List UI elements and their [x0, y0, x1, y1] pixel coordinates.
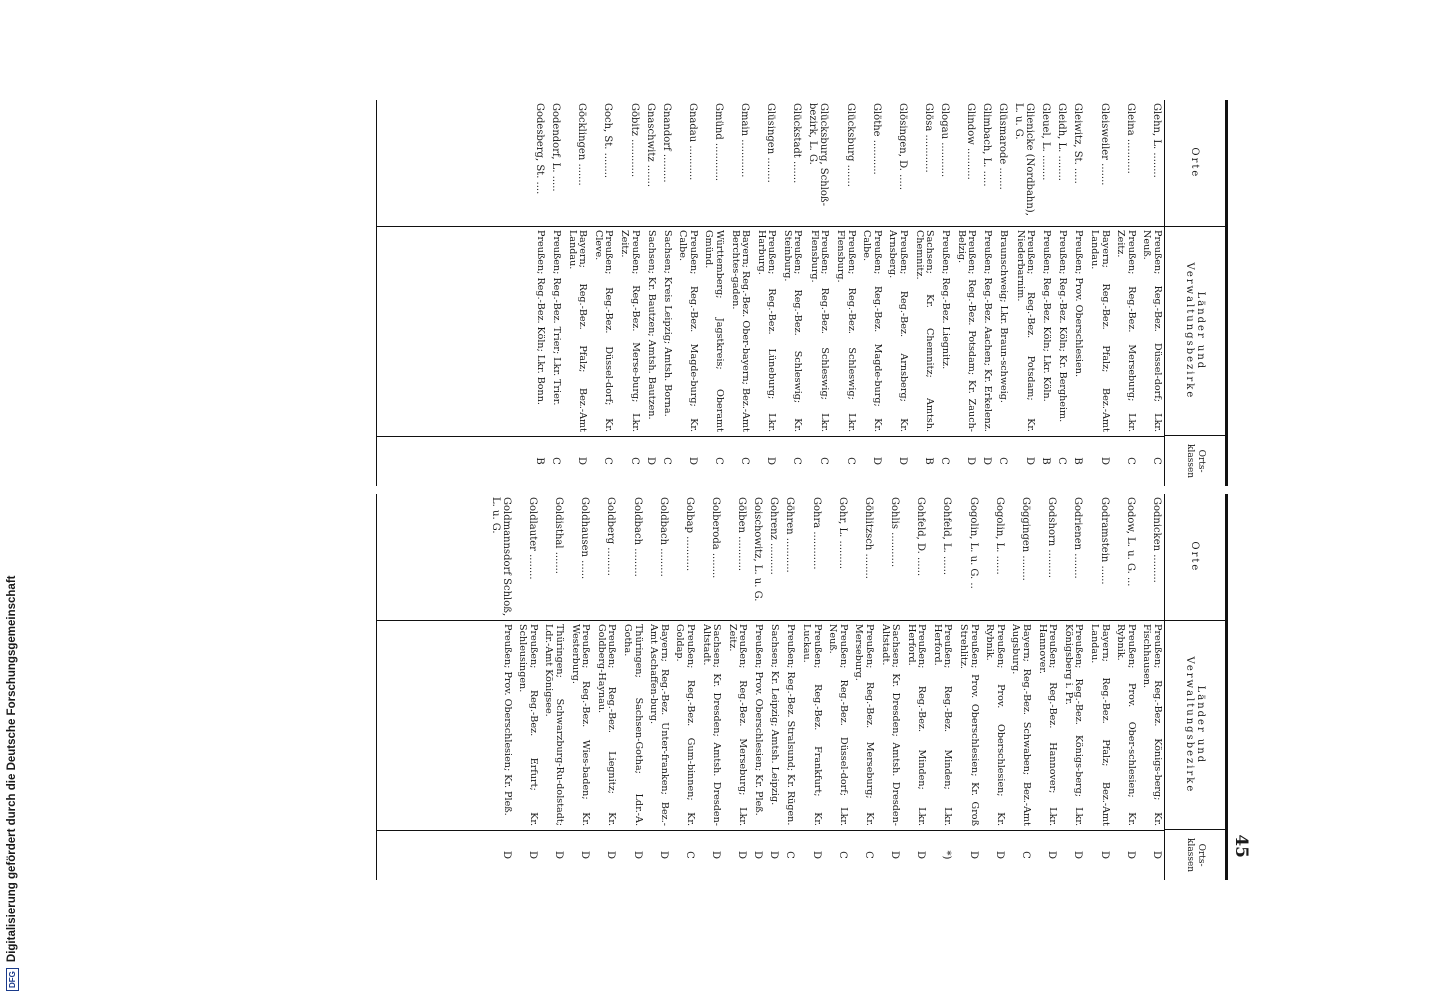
- locality-class: C: [939, 457, 951, 465]
- table-row: [752, 100, 778, 486]
- digitization-footer: [1, 11, 23, 991]
- place-name: Goldhausen ......: [579, 497, 591, 580]
- table-row: [674, 100, 700, 486]
- locality-class: C: [844, 457, 856, 465]
- column-divider: [377, 620, 1165, 621]
- place-name: Gohra ............: [810, 497, 822, 570]
- region: Preußen; Reg.-Bez. Schleswig; Lkr. Flensburg.: [808, 230, 831, 432]
- place-name: Gohfeld, D. ......: [915, 497, 927, 577]
- table-row: [726, 100, 752, 486]
- locality-class: C: [1020, 851, 1032, 859]
- region: Preußen; Reg.-Bez. Minden; Lkr. Herford.: [931, 624, 954, 826]
- place-name: Glehn, L. ........: [1151, 103, 1162, 178]
- gazetteer-page: [320, 100, 1250, 880]
- table-row: [1112, 100, 1138, 486]
- region: Preußen; Prov. Oberschlesien; Kr. Pleß.: [501, 624, 513, 816]
- region: Preußen; Reg.-Bez. Arnsberg; Kr. Arnsberg.: [887, 230, 910, 432]
- region: Preußen; Reg.-Bez. Gum-binnen; Kr. Goldap.: [674, 624, 696, 826]
- header-klassen-line1: Orts-: [1196, 449, 1206, 473]
- region: Preußen; Reg.-Bez. Merseburg; Lkr. Zeitz.: [726, 624, 749, 826]
- locality-class: D: [631, 850, 643, 860]
- region: Preußen; Reg.-Bez. Minden; Lkr. Herford.: [905, 624, 928, 826]
- locality-class: C: [836, 851, 848, 859]
- table-row: [1085, 494, 1111, 880]
- place-name: Gogolin, L. ......: [993, 497, 1005, 575]
- place-name: Gogolin, L. u. G. ..: [967, 497, 979, 589]
- header-klassen-line2: klassen: [1185, 444, 1195, 479]
- table-row: [592, 494, 618, 880]
- locality-class: D: [605, 850, 617, 860]
- table-row: [1138, 494, 1164, 880]
- locality-class: D: [579, 850, 591, 860]
- region: Preußen; Reg.-Bez. Düssel-dorf; Lkr. Neuß.: [827, 624, 849, 826]
- table-row: [1007, 494, 1033, 880]
- region: Sachsen; Kr. Leipzig; Amtsh. Leipzig.: [769, 624, 781, 806]
- place-name: Göhlitzsch ........: [862, 497, 874, 579]
- table-row: [514, 494, 540, 880]
- locality-class: D: [965, 456, 977, 466]
- region: Braunschweig; Lkr. Braun-schweig.: [998, 230, 1010, 403]
- region: Bayern; Reg.-Bez. Schwaben; Bez.-Amt Augsburg.: [1010, 624, 1033, 826]
- region: Sachsen; Kr. Bautzen; Amtsh. Bautzen.: [645, 230, 657, 420]
- place-name: Gleisweiler .......: [1098, 103, 1110, 186]
- place-name: Glückstadt .......: [791, 103, 803, 184]
- table-row: [1069, 100, 1085, 486]
- locality-class: D: [897, 456, 909, 466]
- table-row: [749, 494, 765, 880]
- place-name: Glöthe ...........: [870, 103, 882, 175]
- table-row: [671, 494, 697, 880]
- region: Preußen; Reg.-Bez. Erfurt; Kr. Schleusingen.: [517, 624, 539, 826]
- table-row: [658, 100, 674, 486]
- dfg-logo: DFG: [6, 968, 19, 991]
- table-row: [563, 100, 589, 486]
- page-number: 45: [1231, 834, 1251, 858]
- region: Preußen; Prov. Ober-schlesien; Kr. Rybnik.: [1115, 624, 1137, 826]
- table-row: [765, 494, 781, 880]
- locality-class: D: [686, 456, 698, 466]
- region: Preußen; Prov. Oberschlesien.: [1073, 230, 1085, 378]
- table-row: [566, 494, 592, 880]
- place-name: Gleina ...........: [1124, 103, 1136, 174]
- region: Preußen; Prov. Oberschlesien; Kr. Groß Strehlitz.: [958, 624, 980, 826]
- table-row: [910, 100, 936, 486]
- place-name: Göggingen ........: [1020, 497, 1032, 581]
- table-body: [487, 494, 1164, 880]
- region: Sachsen; Kreis Leipzig; Amtsh. Borna.: [661, 230, 673, 417]
- header-laender-line2: Verwaltungsbezirke: [1184, 656, 1195, 794]
- header-orte-label: Orte: [1189, 147, 1201, 179]
- place-name: Goldberg .........: [605, 497, 617, 576]
- locality-class: D: [981, 456, 993, 466]
- place-name: Goischowitz, L. u. G.: [752, 497, 764, 602]
- place-name: Gmünd ............: [712, 103, 724, 182]
- region: Preußen; Reg.-Bez. Schleswig; Lkr. Flensburg.: [835, 230, 857, 432]
- table-row: [723, 494, 749, 880]
- region: Preußen; Reg.-Bez. Köln; Kr. Bergheim.: [1057, 230, 1069, 423]
- table-row: [884, 100, 910, 486]
- table-row: [1010, 100, 1037, 486]
- table-row: [978, 100, 994, 486]
- locality-class: D: [500, 850, 512, 860]
- region: Preußen; Reg.-Bez. Wies-baden; Kr. Westerburg.: [569, 624, 592, 826]
- table-row: [618, 494, 644, 880]
- table-row: [540, 494, 566, 880]
- place-name: Godnicken .........: [1151, 497, 1162, 583]
- locality-class: C: [997, 457, 1009, 465]
- place-name: Godesberg, St. ....: [534, 103, 545, 195]
- locality-class: C: [862, 851, 874, 859]
- table-row: [642, 100, 658, 486]
- region: Preußen; Reg.-Bez. Lüneburg; Lkr. Harburg.: [755, 230, 778, 432]
- place-name: Glücksburg, Schloß-bezirk, L. G.: [807, 103, 830, 206]
- place-name: Golbap ...........: [684, 497, 695, 572]
- place-name: Göhren ...........: [784, 497, 796, 573]
- place-name: Glienicke (Nordbahn), L. u. G.: [1013, 103, 1036, 216]
- locality-class: D: [526, 850, 538, 860]
- place-name: Glogau ...........: [939, 103, 951, 178]
- place-name: Golberoda ........: [710, 497, 722, 579]
- header-laender-line1: Länder und: [1195, 291, 1206, 371]
- locality-class: D: [576, 456, 588, 466]
- region: Preußen; Reg.-Bez. Trier; Lkr. Trier.: [551, 230, 562, 406]
- place-name: Godrienen ........: [1072, 497, 1084, 579]
- region: Bayern; Reg.-Bez. Pfalz; Bez.-Amt Landau.: [566, 230, 589, 432]
- locality-class: D: [889, 850, 901, 860]
- locality-class: C: [784, 851, 796, 859]
- table-row: [850, 494, 876, 880]
- header-klassen-line1: Orts-: [1196, 843, 1206, 867]
- locality-class: D: [1024, 456, 1036, 466]
- column-divider: [377, 226, 1165, 227]
- region: Preußen; Reg.-Bez. Köln; Lkr. Köln.: [1041, 230, 1053, 402]
- table-row: [531, 100, 547, 486]
- region: Preußen; Reg.-Bez. Liegnitz; Kr. Goldberg-Haynau.: [595, 624, 618, 826]
- region: Preußen; Reg.-Bez. Merse-burg; Lkr. Zeitz.: [618, 230, 641, 432]
- table-row: [902, 494, 928, 880]
- table-row: [547, 100, 563, 486]
- locality-class: C: [602, 457, 614, 465]
- locality-class: D: [967, 850, 979, 860]
- locality-class: D: [1098, 850, 1110, 860]
- header-klassen: [1165, 436, 1225, 486]
- locality-class: D: [644, 456, 656, 466]
- region: Preußen; Reg.-Bez. Düssel-dorf; Lkr. Neuß.: [1141, 230, 1163, 432]
- place-name: Godow, L. u. G. ...: [1124, 497, 1136, 587]
- table-row: [955, 494, 981, 880]
- region: Preußen; Reg.-Bez. Düssel-dorf; Kr. Cleve.: [592, 230, 615, 432]
- region: Preußen; Prov. Oberschlesien; Kr. Rybnik.: [984, 624, 1006, 826]
- place-name: Godramstein ......: [1098, 497, 1110, 585]
- locality-class: B: [1072, 457, 1084, 465]
- header-orte: [1165, 494, 1225, 621]
- table-row: [981, 494, 1007, 880]
- locality-class: *): [941, 850, 953, 860]
- locality-class: D: [765, 456, 777, 466]
- table-row: [797, 494, 823, 880]
- place-name: Goch, St. ........: [602, 103, 614, 179]
- region: Thüringen; Schwarzburg-Ru-dolstadt; Ldr.-Amt Königsee.: [543, 624, 566, 826]
- region: Bayern; Reg.-Bez. Ober-bayern; Bez.-Amt Berchtes-gaden.: [729, 230, 752, 432]
- locality-class: C: [791, 457, 803, 465]
- locality-class: C: [1056, 457, 1068, 465]
- table-row: [645, 494, 671, 880]
- locality-class: D: [710, 850, 722, 860]
- footer-text: Digitalisierung gefördert durch die Deutsche Forschungsgemeinschaft: [6, 575, 18, 963]
- table-row: [858, 100, 884, 486]
- locality-class: D: [1098, 456, 1110, 466]
- header-laender: [1165, 227, 1225, 436]
- place-name: Gohfeld, L. ......: [941, 497, 953, 576]
- region: Bayern; Reg.-Bez. Pfalz; Bez.-Amt Landau.: [1089, 624, 1111, 826]
- header-orte-label: Orte: [1189, 541, 1201, 573]
- region: Preußen; Reg.-Bez. Schleswig; Kr. Steinburg.: [781, 230, 804, 432]
- region: Thüringen; Sachsen-Gotha; Ldr.-A. Gotha.: [622, 624, 644, 826]
- place-name: Glösa ............: [923, 103, 935, 173]
- table-row: [589, 100, 615, 486]
- place-name: Glimbach, L. .....: [981, 103, 993, 187]
- place-name: Goldmannsdorf Schloß, L. u. G.: [489, 497, 512, 617]
- place-name: Goldbach .........: [631, 497, 643, 577]
- table-left: [376, 100, 1228, 486]
- place-name: Glüsingen ........: [765, 103, 777, 183]
- place-name: Gohrenz ..........: [768, 497, 780, 575]
- region: Sachsen; Kr. Dresden; Amtsh. Dresden-Altstadt.: [700, 624, 723, 826]
- region: Preußen; Reg.-Bez. Merseburg; Kr. Merseburg.: [853, 624, 875, 826]
- table-row: [487, 494, 514, 880]
- table-row: [778, 100, 804, 486]
- table-row: [1059, 494, 1085, 880]
- locality-class: C: [660, 457, 672, 465]
- locality-class: D: [1072, 850, 1084, 860]
- locality-class: C: [628, 457, 640, 465]
- table-row: [928, 494, 954, 880]
- region: Preußen; Reg.-Bez. Königs-berg; Kr. Fischhausen.: [1141, 624, 1163, 826]
- place-name: Goldlauter ........: [526, 497, 538, 580]
- region: Sachsen; Kr. Dresden; Amtsh. Dresden-Altstadt.: [879, 624, 902, 826]
- region: Preußen; Reg.-Bez. Magde-burg; Kr. Calbe.: [861, 230, 883, 432]
- region: Preußen; Reg.-Bez. Köln; Lkr. Bonn.: [535, 230, 546, 405]
- locality-class: D: [1046, 850, 1058, 860]
- header-klassen-line2: klassen: [1185, 838, 1195, 873]
- table-row: [781, 494, 797, 880]
- table-row: [824, 494, 850, 880]
- column-divider: [377, 830, 1165, 831]
- table-row: [700, 100, 726, 486]
- header-laender-line1: Länder und: [1195, 685, 1206, 765]
- place-name: Godshorn .........: [1046, 497, 1058, 579]
- locality-class: D: [993, 850, 1005, 860]
- place-name: Gleuel, L. ........: [1040, 103, 1052, 181]
- column-divider: [377, 436, 1165, 437]
- place-name: Gnandorf .........: [660, 103, 672, 183]
- locality-class: D: [752, 850, 764, 860]
- table-row: [1037, 100, 1053, 486]
- locality-class: D: [657, 850, 669, 860]
- locality-class: C: [684, 851, 695, 859]
- place-name: Glindow ..........: [965, 103, 977, 180]
- locality-class: D: [736, 850, 748, 860]
- place-name: Glücksburg .......: [844, 103, 856, 187]
- table-row: [876, 494, 902, 880]
- region: Bayern; Reg.-Bez. Pfalz; Bez.-Amt Landau.: [1089, 230, 1111, 432]
- locality-class: C: [818, 457, 830, 465]
- table-row: [1033, 494, 1059, 880]
- header-klassen: [1165, 830, 1225, 880]
- place-name: Gnadau ...........: [686, 103, 698, 181]
- place-name: Godendorf, L. .....: [550, 103, 561, 192]
- locality-class: C: [1151, 457, 1162, 465]
- region: Bayern; Reg.-Bez. Unter-franken; Bez.-Amt Aschaffen-burg.: [648, 624, 670, 826]
- region: Preußen; Reg.-Bez. Stralsund; Kr. Rügen.: [785, 624, 797, 826]
- locality-class: D: [1151, 850, 1162, 860]
- locality-class: C: [712, 457, 724, 465]
- table-row: [994, 100, 1010, 486]
- table-header: [1164, 100, 1225, 486]
- locality-class: B: [923, 457, 935, 465]
- header-orte: [1165, 100, 1225, 227]
- place-name: Gölben ...........: [736, 497, 748, 572]
- place-name: Gleiwitz, St. .....: [1072, 103, 1084, 184]
- table-row: [952, 100, 978, 486]
- table-row: [1112, 494, 1138, 880]
- table-row: [832, 100, 858, 486]
- table-body: [531, 100, 1164, 486]
- table-right: [376, 494, 1228, 880]
- place-name: Glösingen, D. .....: [897, 103, 909, 191]
- place-name: Goldbach .........: [657, 497, 669, 577]
- locality-class: D: [870, 456, 882, 466]
- region: Württemberg; Jagstkreis; Oberamt Gmünd.: [703, 230, 725, 432]
- region: Preußen; Reg.-Bez. Hannover; Lkr. Hannover.: [1036, 624, 1059, 826]
- region: Sachsen; Kr. Chemnitz; Amtsh. Chemnitz.: [913, 230, 936, 432]
- table-row: [615, 100, 641, 486]
- region: Preußen; Reg.-Bez. Königs-berg; Lkr. Königsberg i. Pr.: [1062, 624, 1085, 826]
- region: Preußen; Reg.-Bez. Magde-burg; Kr. Calbe.: [677, 230, 699, 432]
- table-row: [936, 100, 952, 486]
- region: Preußen; Reg.-Bez. Aachen; Kr. Erkelenz.: [982, 230, 994, 432]
- place-name: Goldisthal .......: [553, 497, 565, 574]
- table-row: [697, 494, 723, 880]
- table-header: [1164, 494, 1225, 880]
- locality-class: D: [1124, 850, 1136, 860]
- locality-class: C: [550, 457, 561, 465]
- place-name: Gleidh, L. ........: [1056, 103, 1068, 181]
- place-name: Glüsmarode .......: [997, 103, 1009, 190]
- place-name: Gmain ............: [739, 103, 751, 178]
- locality-class: D: [768, 850, 780, 860]
- locality-class: D: [553, 850, 565, 860]
- table-row: [1138, 100, 1164, 486]
- locality-class: C: [739, 457, 751, 465]
- region: Preußen; Reg.-Bez. Potsdam; Kr. Zauch-Belzig.: [955, 230, 978, 432]
- locality-class: B: [534, 457, 545, 465]
- place-name: Gnaschwitz .......: [644, 103, 656, 188]
- table-row: [805, 100, 832, 486]
- header-laender-line2: Verwaltungsbezirke: [1184, 262, 1195, 400]
- table-row: [1053, 100, 1069, 486]
- table-row: [1085, 100, 1111, 486]
- region: Preußen; Prov. Oberschlesien; Kr. Pleß.: [753, 624, 765, 816]
- region: Preußen; Reg.-Bez. Merseburg; Lkr. Zeitz.: [1115, 230, 1137, 432]
- locality-class: C: [1124, 457, 1136, 465]
- place-name: Göcklingen .......: [576, 103, 588, 186]
- region: Preußen; Reg.-Bez. Potsdam; Kr. Niederbarnim.: [1014, 230, 1037, 432]
- place-name: Gohlis ...........: [889, 497, 901, 568]
- locality-class: D: [810, 850, 822, 860]
- locality-class: D: [915, 850, 927, 860]
- header-laender: [1165, 621, 1225, 830]
- place-name: Gohr, L. .........: [836, 497, 848, 570]
- locality-class: B: [1040, 457, 1052, 465]
- place-name: Göbitz ............: [628, 103, 640, 178]
- region: Preußen; Reg.-Bez. Frankfurt; Kr. Luckau.: [800, 624, 823, 826]
- region: Preußen; Reg.-Bez. Liegnitz.: [940, 230, 952, 370]
